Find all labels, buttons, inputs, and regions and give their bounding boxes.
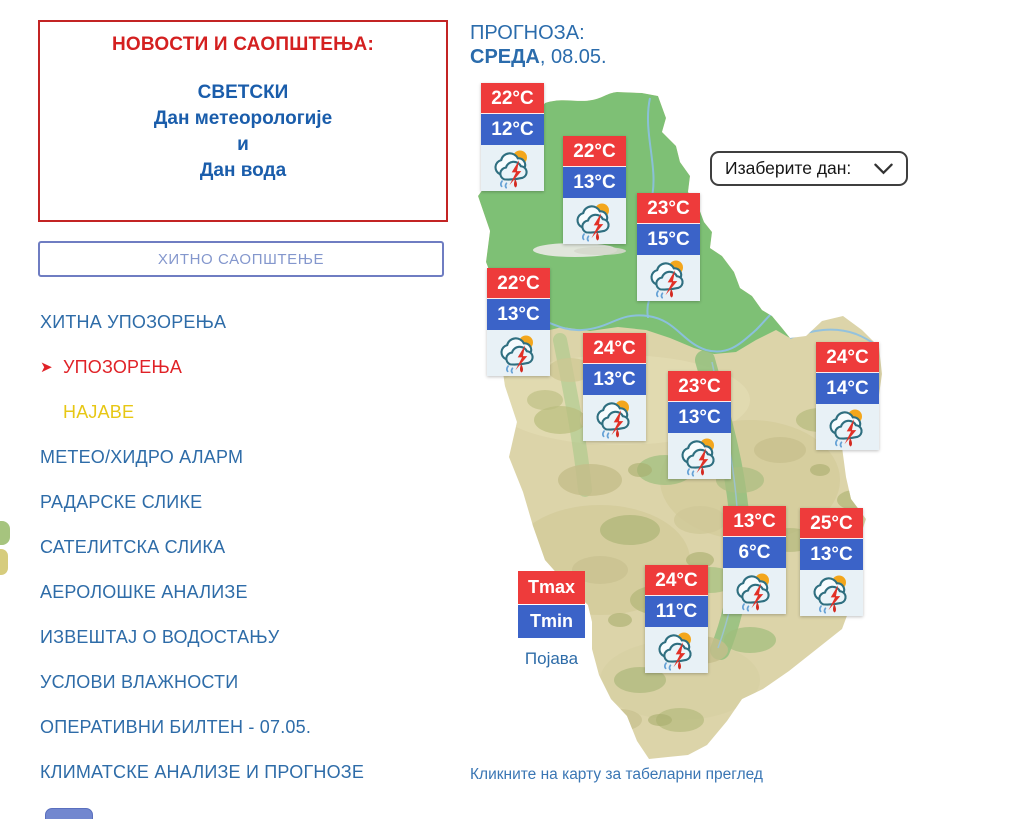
- station-badge: [637, 193, 700, 301]
- station-badge: [668, 371, 731, 479]
- sidebar-item-label: УСЛОВИ ВЛАЖНОСТИ: [40, 672, 239, 692]
- rain-shower-thunder-sun-icon: [563, 198, 626, 244]
- sidebar-item-1[interactable]: [40, 300, 460, 345]
- sidebar-item-label: УПОЗОРЕЊА: [63, 357, 183, 377]
- sidebar-item-9[interactable]: [40, 660, 460, 705]
- station-tmax: 13°C: [723, 506, 786, 537]
- sidebar-item-label: ИЗВЕШТАЈ О ВОДОСТАЊУ: [40, 627, 280, 647]
- rain-shower-thunder-sun-icon: [645, 627, 708, 673]
- day-select-label: Изаберите дан:: [725, 158, 852, 178]
- sidebar-item-3[interactable]: [40, 390, 460, 435]
- day-select-dropdown[interactable]: [710, 151, 908, 186]
- station-tmax: 24°C: [816, 342, 879, 373]
- rain-shower-thunder-sun-icon: [583, 395, 646, 441]
- station-tmin: 13°C: [563, 167, 626, 198]
- station-tmin: 13°C: [800, 539, 863, 570]
- station-badge: [723, 506, 786, 614]
- station-tmax: 25°C: [800, 508, 863, 539]
- station-badge: [800, 508, 863, 616]
- map-caption: Кликните на карту за табеларни преглед: [470, 766, 763, 783]
- sidebar-item-11[interactable]: [40, 750, 460, 795]
- station-badge: [816, 342, 879, 450]
- station-tmax: 23°C: [637, 193, 700, 224]
- sidebar-item-label: ОПЕРАТИВНИ БИЛТЕН - 07.05.: [40, 717, 312, 737]
- station-badge: [645, 565, 708, 673]
- rain-shower-thunder-sun-icon: [637, 255, 700, 301]
- sidebar-item-10[interactable]: [40, 705, 460, 750]
- urgent-announcement-button[interactable]: ХИТНО САОПШТЕЊЕ: [38, 241, 444, 277]
- station-tmax: 22°C: [481, 83, 544, 114]
- station-tmin: 11°C: [645, 596, 708, 627]
- station-tmin: 12°C: [481, 114, 544, 145]
- legend-tmax: Tmax: [518, 571, 585, 604]
- active-item-arrow-icon: ➤: [40, 359, 53, 376]
- station-tmin: 14°C: [816, 373, 879, 404]
- rain-shower-thunder-sun-icon: [723, 568, 786, 614]
- sidebar-item-8[interactable]: [40, 615, 460, 660]
- sidebar-item-7[interactable]: [40, 570, 460, 615]
- sidebar-item-4[interactable]: [40, 435, 460, 480]
- station-badge: [563, 136, 626, 244]
- sidebar-item-5[interactable]: [40, 480, 460, 525]
- sidebar-item-label: ХИТНА УПОЗОРЕЊА: [40, 312, 227, 332]
- sidebar-item-2[interactable]: [40, 345, 460, 390]
- sidebar-item-label: КЛИМАТСКЕ АНАЛИЗЕ И ПРОГНОЗЕ: [40, 762, 365, 782]
- station-tmax: 23°C: [668, 371, 731, 402]
- rain-shower-thunder-sun-icon: [800, 570, 863, 616]
- sidebar-item-label: САТЕЛИТСКА СЛИКА: [40, 537, 226, 557]
- rain-shower-thunder-sun-icon: [668, 433, 731, 479]
- station-tmax: 22°C: [563, 136, 626, 167]
- left-edge-map-fragment: [0, 521, 12, 577]
- legend-tmin: Tmin: [518, 605, 585, 638]
- news-banner-title: НОВОСТИ И САОПШТЕЊА:: [111, 34, 374, 55]
- sidebar-item-label: НАЈАВЕ: [63, 402, 135, 422]
- station-tmin: 13°C: [583, 364, 646, 395]
- chevron-down-icon: [874, 163, 893, 175]
- station-tmin: 13°C: [487, 299, 550, 330]
- forecast-heading-line1: ПРОГНОЗА:: [470, 22, 585, 44]
- station-tmin: 15°C: [637, 224, 700, 255]
- sidebar-item-6[interactable]: [40, 525, 460, 570]
- station-tmax: 24°C: [645, 565, 708, 596]
- station-tmin: 13°C: [668, 402, 731, 433]
- rain-shower-thunder-sun-icon: [487, 330, 550, 376]
- rain-shower-thunder-sun-icon: [816, 404, 879, 450]
- news-banner[interactable]: [38, 20, 448, 222]
- sidebar-item-label: МЕТЕО/ХИДРО АЛАРМ: [40, 447, 244, 467]
- map-legend: [518, 571, 585, 669]
- station-tmin: 6°C: [723, 537, 786, 568]
- station-badge: [481, 83, 544, 191]
- station-badge: [583, 333, 646, 441]
- station-tmax: 24°C: [583, 333, 646, 364]
- sidebar-item-label: РАДАРСКЕ СЛИКЕ: [40, 492, 203, 512]
- rain-shower-thunder-sun-icon: [481, 145, 544, 191]
- station-badge: [487, 268, 550, 376]
- news-banner-text: СВЕТСКИ Дан метеорологије и Дан вода: [153, 82, 333, 181]
- sidebar-item-label: АЕРОЛОШКЕ АНАЛИЗЕ: [40, 582, 248, 602]
- sidebar-nav: [40, 300, 460, 795]
- forecast-heading-line2: СРЕДА, 08.05.: [470, 46, 607, 68]
- legend-phenomenon: Појава: [524, 649, 579, 668]
- forecast-heading: [470, 21, 607, 69]
- bottom-left-button[interactable]: [45, 808, 93, 819]
- station-tmax: 22°C: [487, 268, 550, 299]
